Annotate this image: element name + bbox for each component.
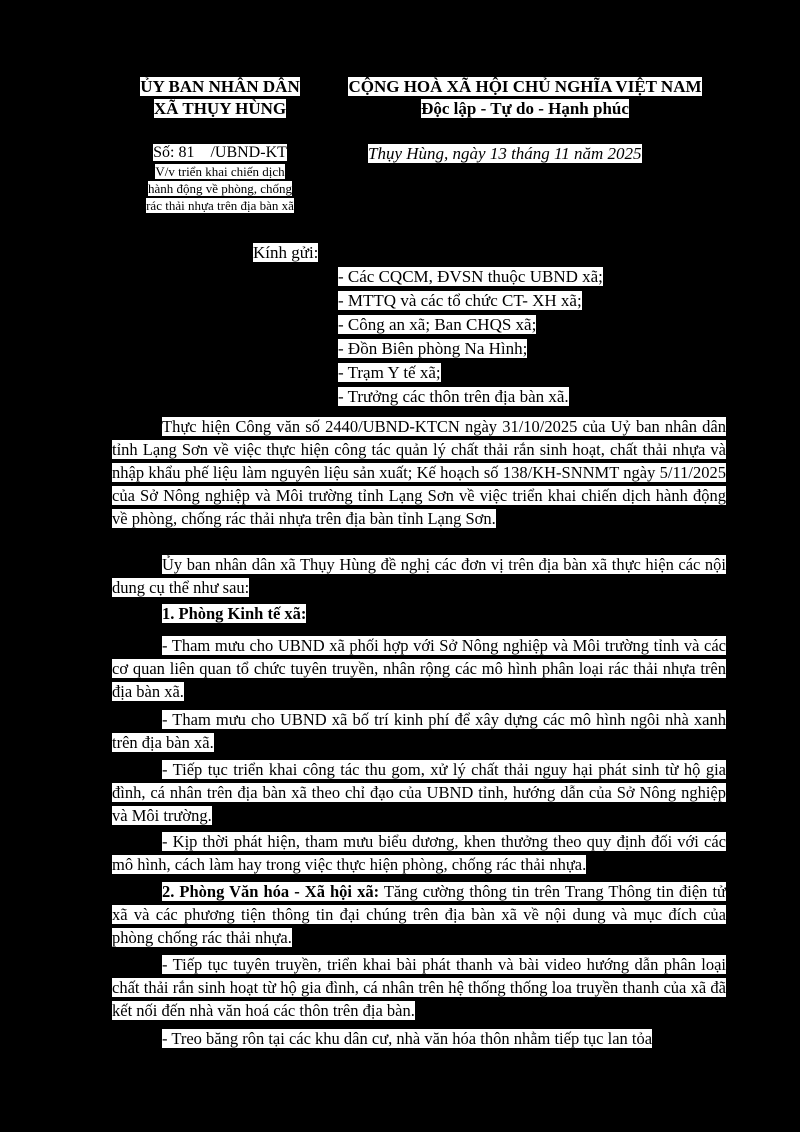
issuer-block — [120, 76, 320, 120]
section-1-item-4 — [112, 830, 726, 876]
document-number: Số: 81 /UBND-KT — [153, 144, 287, 161]
issuer-line1: ỦY BAN NHÂN DÂN — [140, 77, 300, 96]
recipient-item: - Trạm Y tế xã; — [338, 363, 441, 382]
document-date-block — [368, 143, 688, 165]
subject-line2: hành động về phòng, chống — [147, 180, 293, 196]
section-1-item-1-text: - Tham mưu cho UBND xã phối hợp với Sở Nông nghiệp và Môi trường tỉnh và các cơ quan liên quan tổ chức tuyên truyền, nhân rộng các mô hình phân loại rác thải nhựa trên địa bàn xã. — [112, 636, 726, 701]
national-title-block — [330, 76, 720, 120]
section-1-item-2 — [112, 708, 726, 754]
section-1-item-3-text: - Tiếp tục triển khai công tác thu gom, xử lý chất thải nguy hại phát sinh từ hộ gia đình, cá nhân trên địa bàn xã theo chỉ đạo của UBND tỉnh, hướng dẫn của Sở Nông nghiệp và Môi trường. — [112, 760, 726, 825]
section-1-item-2-text: - Tham mưu cho UBND xã bố trí kinh phí để xây dựng các mô hình ngôi nhà xanh trên địa bàn xã. — [112, 710, 726, 752]
recipient-item: - Các CQCM, ĐVSN thuộc UBND xã; — [338, 267, 603, 286]
national-title: CỘNG HOÀ XÃ HỘI CHỦ NGHĨA VIỆT NAM — [348, 77, 702, 96]
recipient-item: - MTTQ và các tổ chức CT- XH xã; — [338, 291, 582, 310]
paragraph-request — [112, 553, 726, 599]
paragraph-request-text: Ủy ban nhân dân xã Thụy Hùng đề nghị các đơn vị trên địa bàn xã thực hiện các nội dung cụ thể như sau: — [112, 555, 726, 597]
document-number-block — [110, 143, 330, 214]
subject-line3: rác thải nhựa trên địa bàn xã — [146, 197, 294, 213]
paragraph-intro — [112, 415, 726, 530]
recipients-list — [338, 265, 603, 409]
document-date: Thụy Hùng, ngày 13 tháng 11 năm 2025 — [368, 144, 642, 163]
recipient-item: - Đồn Biên phòng Na Hình; — [338, 339, 528, 358]
section-1-item-1 — [112, 634, 726, 703]
section-1-item-4-text: - Kịp thời phát hiện, tham mưu biểu dương, khen thưởng theo quy định đối với các mô hình, cách làm hay trong việc thực hiện phòng, chống rác thải nhựa. — [112, 832, 726, 874]
section-2-item-2 — [112, 1027, 726, 1050]
recipient-item: - Công an xã; Ban CHQS xã; — [338, 315, 537, 334]
section-2-item-1-text: - Tiếp tục tuyên truyền, triển khai bài phát thanh và bài video hướng dẫn phân loại chất thải rắn sinh hoạt từ hộ gia đình, cá nhân trên hệ thống thống loa truyền thanh của xã đã kết nối đến nhà văn hoá các thôn trên địa bàn. — [112, 955, 726, 1020]
recipients-label: Kính gửi: — [253, 243, 319, 262]
recipient-item: - Trưởng các thôn trên địa bàn xã. — [338, 387, 569, 406]
section-2-item-2-text: - Treo băng rôn tại các khu dân cư, nhà văn hóa thôn nhằm tiếp tục lan tỏa — [162, 1029, 653, 1048]
paragraph-intro-text: Thực hiện Công văn số 2440/UBND-KTCN ngày 31/10/2025 của Uỷ ban nhân dân tỉnh Lạng Sơn về việc thực hiện công tác quản lý chất thải rắn sinh hoạt, chất thải nhựa và nhập khẩu phế liệu làm nguyên liệu sản xuất; Kế hoạch số 138/KH-SNNMT ngày 5/11/2025 của Sở Nông nghiệp và Môi trường tỉnh Lạng Sơn về việc triển khai chiến dịch hành động về phòng, chống rác thải nhựa trên địa bàn tỉnh Lạng Sơn. — [112, 417, 726, 528]
section-2-text: Tăng cường thông tin trên Trang Thông tin điện tử xã và các phương tiện thông tin đại chúng trên địa bàn xã về nội dung và mục đích của phòng chống rác thải nhựa. — [112, 882, 726, 947]
subject-line1: V/v triển khai chiến dịch — [155, 163, 285, 179]
section-1-heading — [112, 602, 726, 625]
section-2-title: 2. Phòng Văn hóa - Xã hội xã: — [162, 882, 380, 901]
section-1-title: 1. Phòng Kinh tế xã: — [162, 604, 307, 623]
section-1-item-3 — [112, 758, 726, 827]
national-motto: Độc lập - Tự do - Hạnh phúc — [421, 99, 629, 119]
section-2-paragraph — [112, 880, 726, 949]
section-2-item-1 — [112, 953, 726, 1022]
issuer-line2: XÃ THỤY HÙNG — [153, 99, 287, 119]
recipients-label-block — [253, 242, 318, 264]
